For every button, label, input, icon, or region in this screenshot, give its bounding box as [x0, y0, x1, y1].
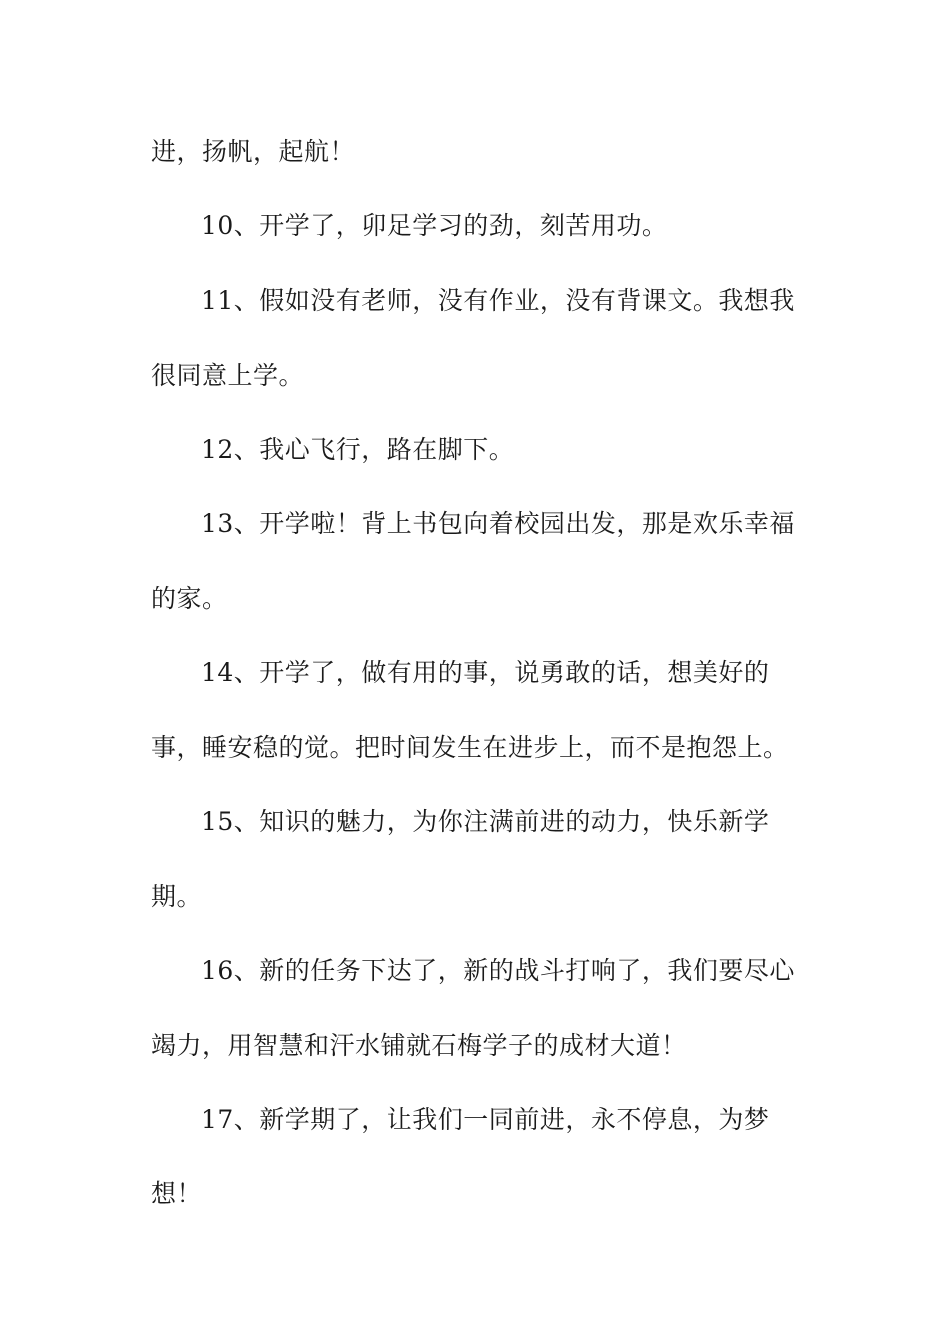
- text-line: [0, 132, 950, 172]
- text-line: [0, 877, 950, 917]
- line-text: 很同意上学。: [151, 361, 305, 390]
- line-text: 11、假如没有老师，没有作业，没有背课文。我想我: [201, 286, 795, 315]
- text-line: [0, 281, 950, 321]
- text-line: [0, 504, 950, 544]
- text-line: [0, 951, 950, 991]
- line-text: 想！: [151, 1179, 203, 1208]
- text-line: [0, 728, 950, 768]
- text-line: [0, 206, 950, 246]
- line-text: 竭力，用智慧和汗水铺就石梅学子的成材大道！: [151, 1031, 687, 1060]
- text-line: [0, 1174, 950, 1214]
- line-text: 进，扬帆，起航！: [151, 137, 356, 166]
- line-text: 15、知识的魅力，为你注满前进的动力，快乐新学: [201, 807, 770, 836]
- line-text: 的家。: [151, 584, 228, 613]
- text-line: [0, 653, 950, 693]
- text-line: [0, 579, 950, 619]
- line-text: 期。: [151, 882, 203, 911]
- text-line: [0, 430, 950, 470]
- text-line: [0, 1026, 950, 1066]
- line-text: 12、我心飞行，路在脚下。: [201, 435, 515, 464]
- text-line: [0, 802, 950, 842]
- line-text: 16、新的任务下达了，新的战斗打响了，我们要尽心: [201, 956, 795, 985]
- line-text: 14、开学了，做有用的事，说勇敢的话，想美好的: [201, 658, 770, 687]
- text-line: [0, 356, 950, 396]
- line-text: 10、开学了，卯足学习的劲，刻苦用功。: [201, 211, 668, 240]
- line-text: 17、新学期了，让我们一同前进，永不停息，为梦: [201, 1105, 770, 1134]
- text-line: [0, 1100, 950, 1140]
- line-text: 13、开学啦！背上书包向着校园出发，那是欢乐幸福: [201, 509, 795, 538]
- line-text: 事，睡安稳的觉。把时间发生在进步上，而不是抱怨上。: [151, 733, 789, 762]
